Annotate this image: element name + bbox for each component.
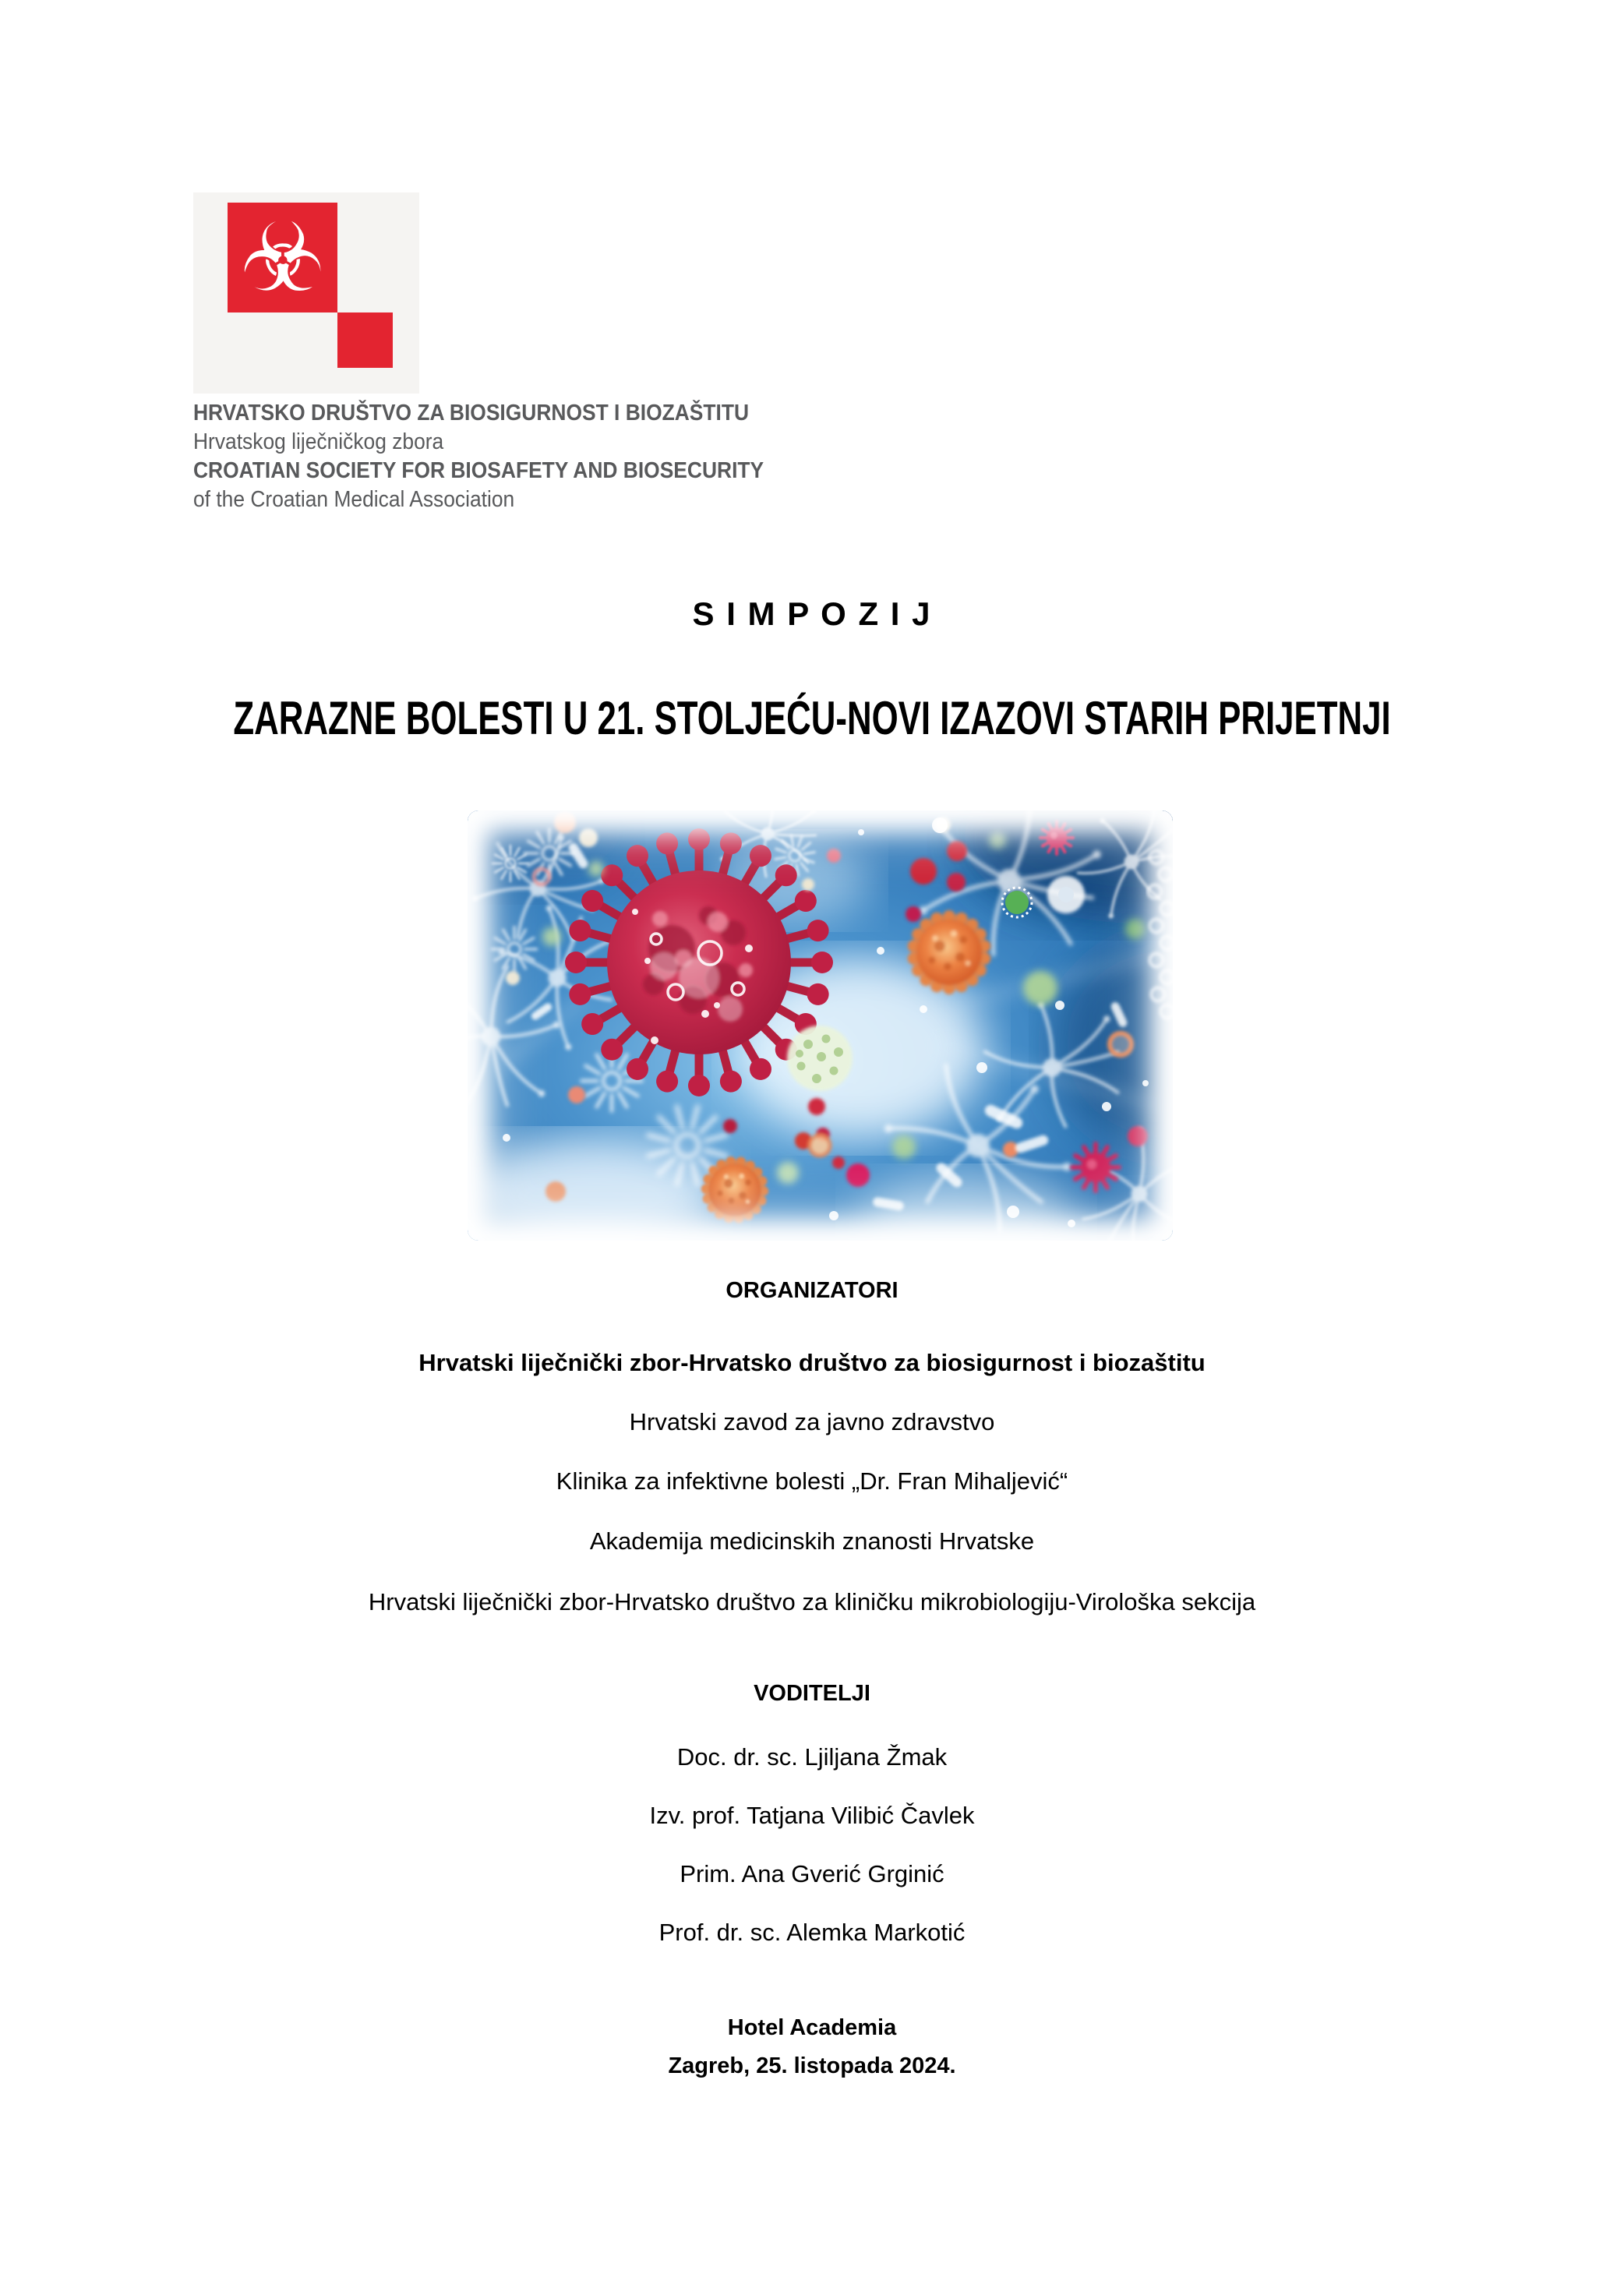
venue-name: Hotel Academia bbox=[727, 2015, 897, 2040]
symposium-kicker: S I M P O Z I J bbox=[692, 595, 932, 632]
society-name-en: CROATIAN SOCIETY FOR BIOSAFETY AND BIOSECURITY bbox=[193, 458, 764, 483]
virus-collage-art bbox=[468, 810, 1173, 1241]
organizer-item: Akademija medicinskih znanosti Hrvatske bbox=[589, 1527, 1035, 1555]
society-logo bbox=[193, 192, 419, 394]
virus-collage-figure bbox=[468, 810, 1173, 1241]
society-name-block bbox=[193, 399, 764, 514]
leader-item: Prof. dr. sc. Alemka Markotić bbox=[658, 1919, 966, 1946]
page-title: ZARAZNE BOLESTI U 21. STOLJEĆU-NOVI IZAZOVI STARIH PRIJETNJI bbox=[233, 692, 1391, 744]
leaders-heading: VODITELJI bbox=[754, 1681, 870, 1706]
logo-small-red-square bbox=[337, 312, 393, 368]
logo-red-square bbox=[228, 203, 337, 312]
society-name-hr: HRVATSKO DRUŠTVO ZA BIOSIGURNOST I BIOZAŠTITU bbox=[193, 401, 750, 425]
biohazard-icon: ☣ bbox=[239, 202, 326, 313]
society-parent-en: of the Croatian Medical Association bbox=[193, 487, 515, 512]
organizer-item: Hrvatski zavod za javno zdravstvo bbox=[629, 1408, 995, 1435]
leader-item: Prim. Ana Gverić Grginić bbox=[680, 1860, 944, 1887]
organizer-item: Hrvatski liječnički zbor-Hrvatsko društvo za kliničku mikrobiologiju-Virološka sekcija bbox=[368, 1588, 1256, 1615]
organizers-heading: ORGANIZATORI bbox=[726, 1278, 898, 1303]
leader-item: Doc. dr. sc. Ljiljana Žmak bbox=[676, 1743, 948, 1771]
leader-item: Izv. prof. Tatjana Vilibić Čavlek bbox=[649, 1802, 975, 1829]
event-date: Zagreb, 25. listopada 2024. bbox=[668, 2053, 956, 2078]
organizer-item: Klinika za infektivne bolesti „Dr. Fran Mihaljević“ bbox=[556, 1467, 1068, 1495]
society-parent-hr: Hrvatskog liječničkog zbora bbox=[193, 429, 444, 454]
organizer-item: Hrvatski liječnički zbor-Hrvatsko društvo za biosigurnost i biozaštitu bbox=[418, 1349, 1206, 1376]
